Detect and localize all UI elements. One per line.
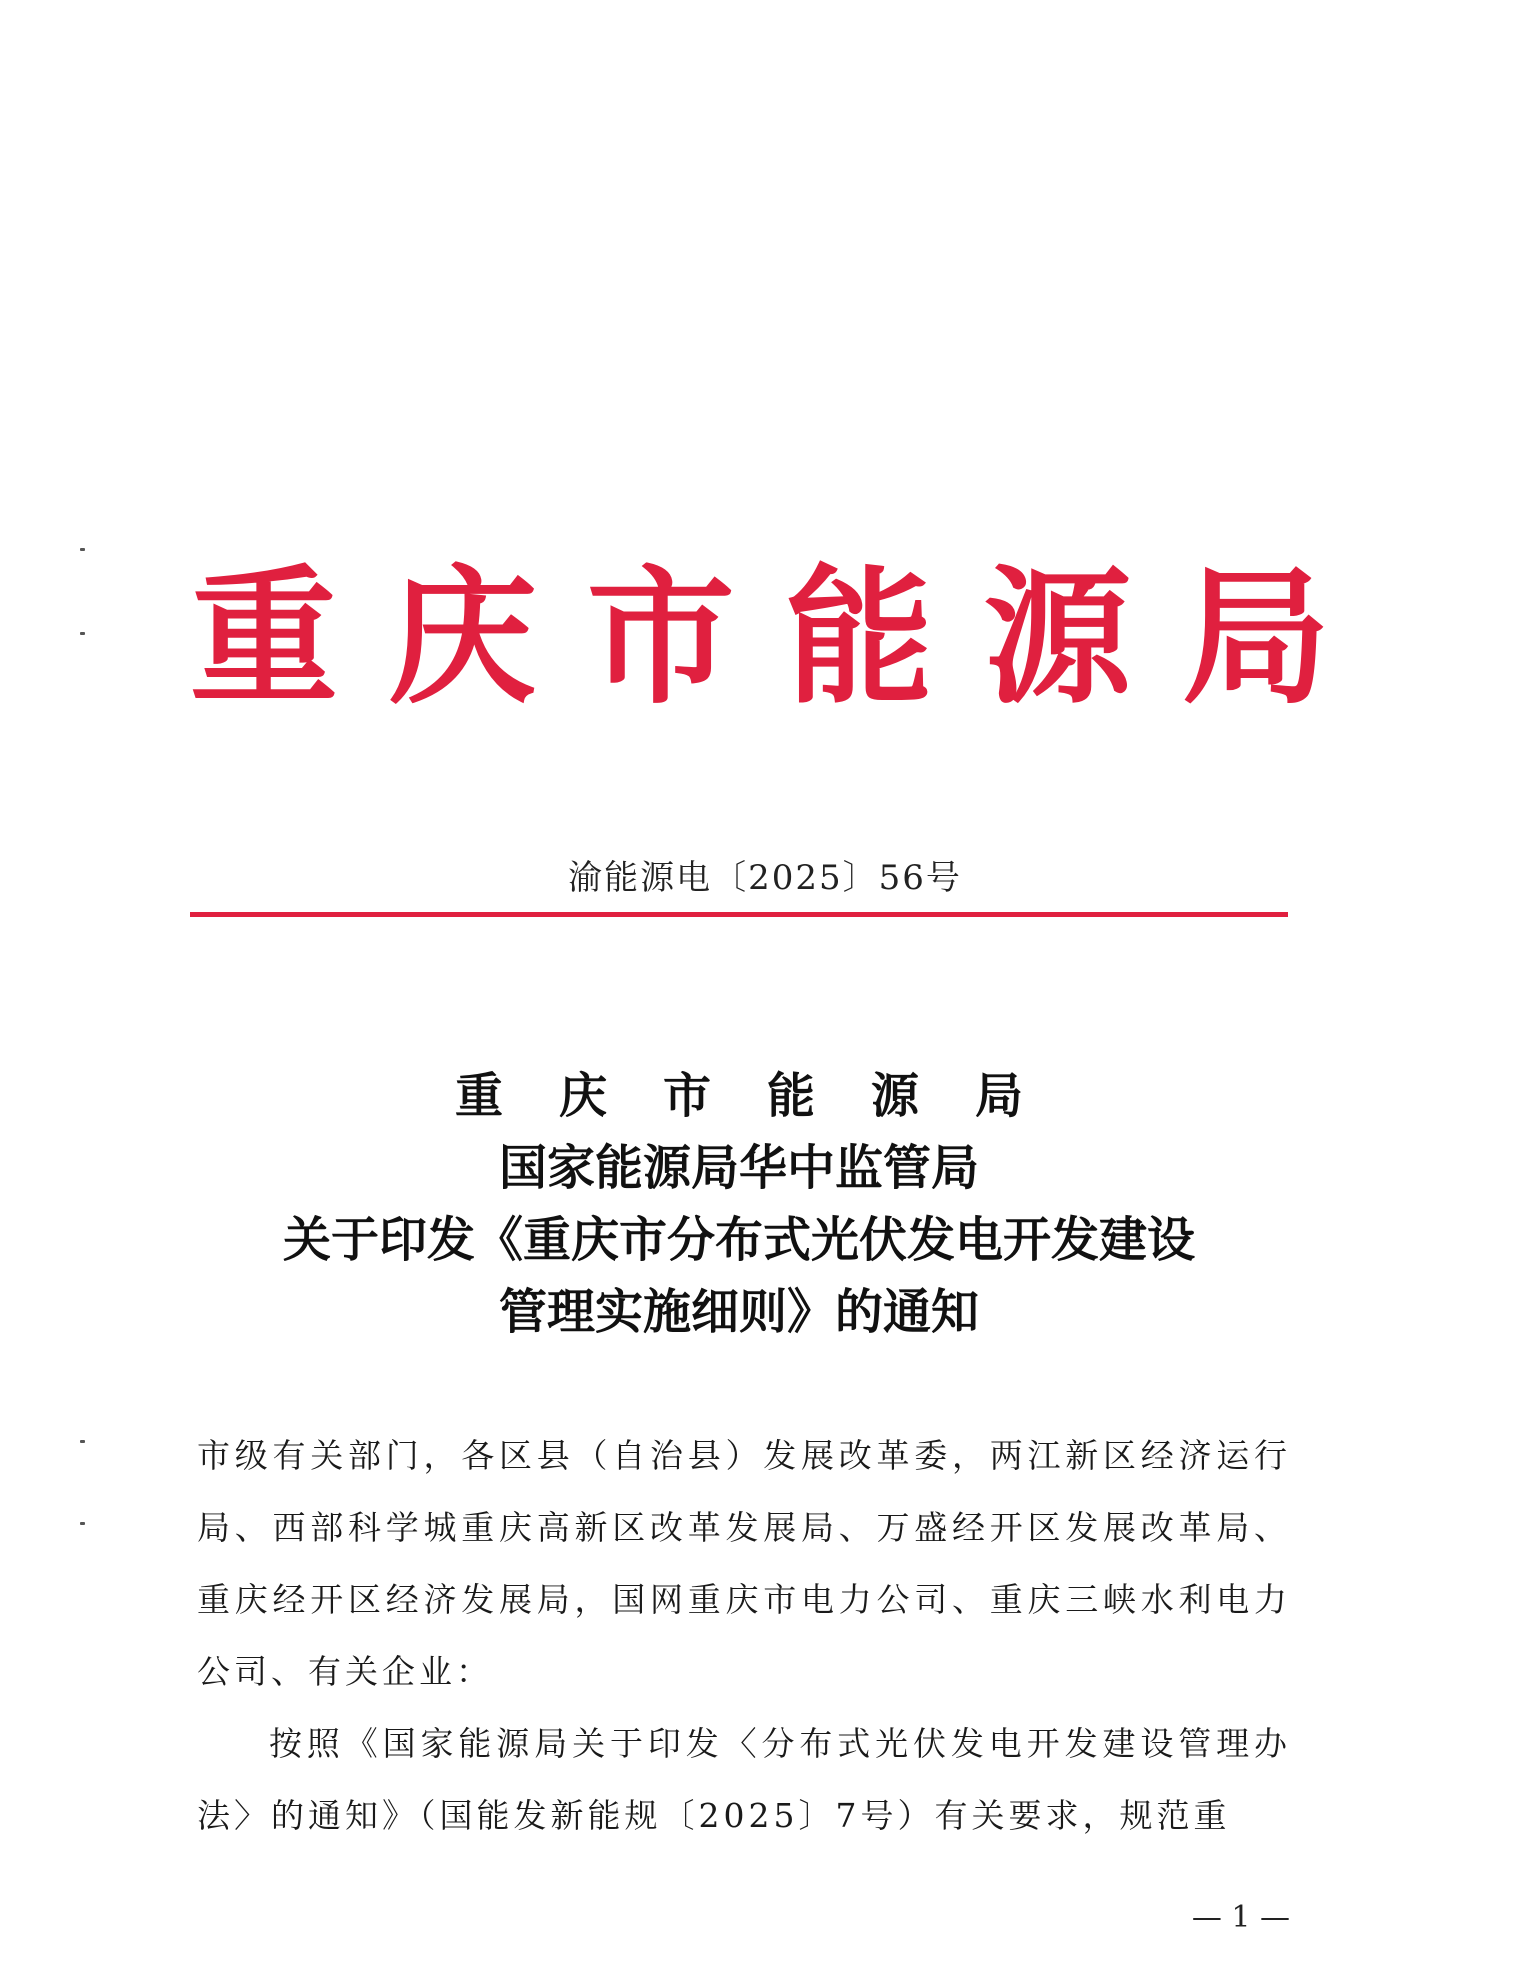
addressee-paragraph: 市级有关部门，各区县（自治县）发展改革委，两江新区经济运行局、西部科学城重庆高新区改革发展局、万盛经开区发展改革局、重庆经开区经济发展局，国网重庆市电力公司、重庆三峡水利电力公司、有关企业： [197, 1436, 1291, 1691]
issuer-masthead [190, 548, 1330, 728]
document-number: 渝能源电〔2025〕56号 [568, 858, 962, 898]
binding-mark [80, 548, 85, 551]
masthead-char: 市 [586, 552, 735, 724]
masthead-char: 庆 [388, 552, 537, 724]
masthead-char: 能 [785, 552, 934, 724]
masthead-char: 局 [1181, 552, 1330, 724]
masthead-char: 重 [190, 552, 338, 724]
red-divider-line [190, 912, 1288, 917]
body-paragraph: 按照《国家能源局关于印发〈分布式光伏发电开发建设管理办法〉的通知》（国能发新能规〔2025〕7号）有关要求，规范重 [197, 1724, 1291, 1835]
page-number: — 1 — [1191, 1900, 1290, 1935]
document-title [190, 1060, 1288, 1348]
title-issuer-1: 重庆市能源局 [454, 1068, 1079, 1124]
masthead-char: 源 [983, 552, 1132, 724]
binding-mark [80, 1522, 85, 1525]
document-body [197, 1420, 1291, 1852]
title-subject-1: 关于印发《重庆市分布式光伏发电开发建设 [282, 1212, 1195, 1268]
binding-mark [80, 632, 85, 635]
title-subject-2: 管理实施细则》的通知 [498, 1284, 979, 1340]
binding-mark [80, 1440, 85, 1443]
title-issuer-2: 国家能源局华中监管局 [498, 1140, 979, 1196]
